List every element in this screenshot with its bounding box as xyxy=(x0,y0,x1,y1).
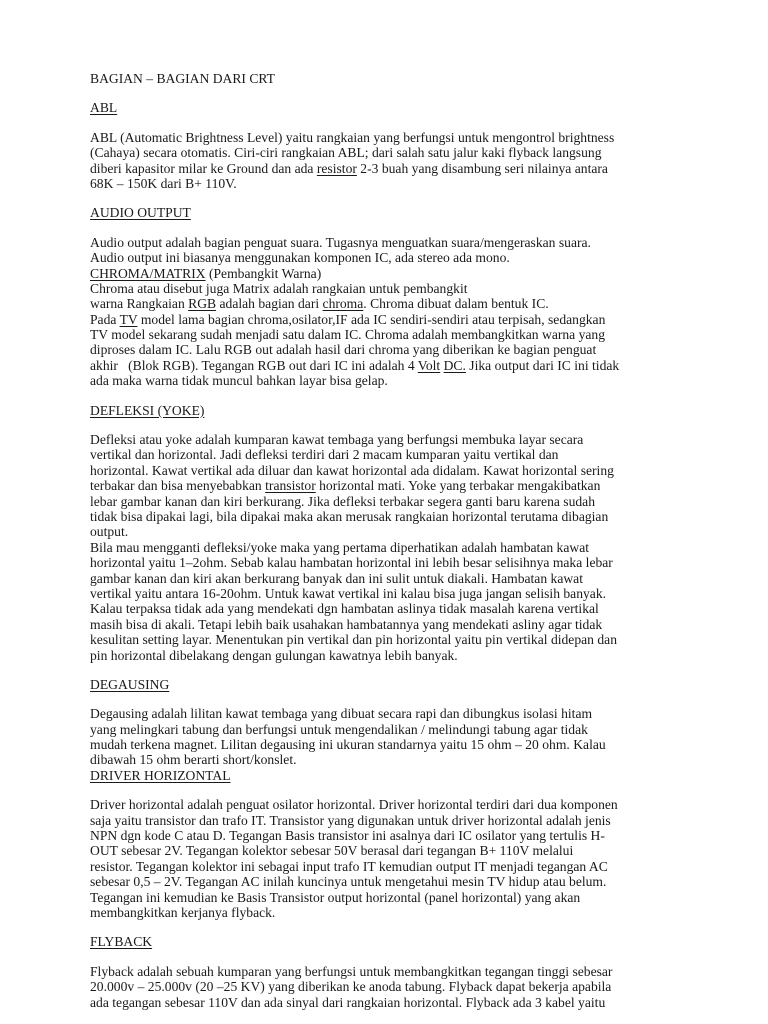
heading-degausing: DEGAUSING xyxy=(90,676,170,692)
text-line: diproses dalam IC. Lalu RGB out adalah hasil dari chroma yang diberikan ke bagian penguat xyxy=(90,342,597,358)
rgb-link[interactable]: RGB xyxy=(188,296,217,312)
text-run: diberi kapasitor milar ke Ground dan ada xyxy=(90,160,317,176)
text-line: sebesar 0,5 – 2V. Tegangan AC inilah kuncinya untuk mengetahui mesin TV hidup atau belum. xyxy=(90,874,607,890)
heading-audio-output: AUDIO OUTPUT xyxy=(90,205,191,221)
text-line: Tegangan ini kemudian ke Basis Transistor output horizontal (panel horizontal) yang akan xyxy=(90,889,581,905)
text-run: adalah bagian dari xyxy=(216,296,323,312)
text-line: membangkitkan kerjanya flyback. xyxy=(90,904,276,920)
chroma-link[interactable]: chroma xyxy=(322,296,364,312)
text-line xyxy=(90,312,690,327)
text-line: 68K – 150K dari B+ 110V. xyxy=(90,175,237,191)
paragraph-audio-output xyxy=(90,235,690,266)
text-line: dibawah 15 ohm berarti short/konslet. xyxy=(90,752,297,768)
text-line xyxy=(90,478,690,493)
text-line: (Cahaya) secara otomatis. Ciri-ciri rangkaian ABL; dari salah satu jalur kaki flyback langsung xyxy=(90,145,602,161)
text-line: lebar gambar kanan dan kiri berkurang. Jika defleksi terbakar segera ganti baru karena sudah xyxy=(90,493,596,509)
heading-chroma-matrix xyxy=(90,266,690,281)
paragraph-flyback xyxy=(90,964,690,1010)
text-run: akhir (Blok RGB). Tegangan RGB out dari IC ini adalah 4 xyxy=(90,357,418,373)
text-line: Audio output ini biasanya menggunakan komponen IC, ada stereo ada mono. xyxy=(90,250,510,266)
text-line: gambar kanan dan kiri akan berkurang banyak dan ini sulit untuk diakali. Hambatan kawat xyxy=(90,570,583,586)
heading-defleksi: DEFLEKSI (YOKE) xyxy=(90,402,205,418)
document-page xyxy=(90,71,690,1010)
text-line: saja yaitu transistor dan trafo IT. Transistor yang digunakan untuk driver horizontal adalah jenis xyxy=(90,812,611,828)
text-line: masih bisa di akali. Tetapi lebih baik usahakan hambatannya yang mendekati asliny agar tidak xyxy=(90,616,603,632)
text-run: horizontal mati. Yoke yang terbakar mengakibatkan xyxy=(315,478,601,494)
text-run: . Chroma dibuat dalam bentuk IC. xyxy=(363,296,549,312)
text-run: (Pembangkit Warna) xyxy=(205,265,322,281)
resistor-link[interactable]: resistor xyxy=(316,160,357,176)
text-line: Driver horizontal adalah penguat osilator horizontal. Driver horizontal terdiri dari dua komponen xyxy=(90,797,618,813)
transistor-link[interactable]: transistor xyxy=(265,478,316,494)
text-line xyxy=(90,296,690,311)
text-line: ABL (Automatic Brightness Level) yaitu rangkaian yang berfungsi untuk mengontrol brightness xyxy=(90,129,615,145)
text-line: Kalau terpaksa tidak ada yang mendekati dgn hambatan aslinya tidak masalah karena vertikal xyxy=(90,601,599,617)
text-line: Flyback adalah sebuah kumparan yang berfungsi untuk membangkitkan tegangan tinggi sebesar xyxy=(90,963,613,979)
text-line xyxy=(90,161,690,176)
text-run: Pada xyxy=(90,311,120,327)
heading-driver-horizontal: DRIVER HORIZONTAL xyxy=(90,767,231,783)
volt-link[interactable]: Volt xyxy=(417,357,441,373)
text-line: Bila mau mengganti defleksi/yoke maka yang pertama diperhatikan adalah hambatan kawat xyxy=(90,539,590,555)
text-line: pin horizontal dibelakang dengan gulungan kawatnya lebih banyak. xyxy=(90,647,458,663)
text-run: model lama bagian chroma,osilator,IF ada IC sendiri-sendiri atau terpisah, sedangkan xyxy=(137,311,606,327)
paragraph-abl xyxy=(90,130,690,192)
text-line: Chroma atau disebut juga Matrix adalah rangkaian untuk pembangkit xyxy=(90,280,468,296)
text-line: tidak bisa dipakai lagi, bila dipakai maka akan merusak rangkaian horizontal terutama dibagian xyxy=(90,508,609,524)
text-line: horizontal yaitu 1–2ohm. Sebab kalau hambatan horizontal ini lebih besar selisihnya maka lebar xyxy=(90,555,613,571)
text-line: TV model sekarang sudah menjadi satu dalam IC. Chroma adalah membangkitkan warna yang xyxy=(90,327,606,343)
text-line: horizontal. Kawat vertikal ada diluar dan kawat horizontal ada didalam. Kawat horizontal sering xyxy=(90,462,614,478)
text-line: resistor. Tegangan kolektor ini sebagai input trafo IT kemudian output IT menjadi tegangan AC xyxy=(90,858,608,874)
text-line: NPN dgn kode C atau D. Tegangan Basis transistor ini asalnya dari IC osilator yang tertulis H- xyxy=(90,828,605,844)
paragraph-driver-horizontal xyxy=(90,797,690,920)
text-run: 2-3 buah yang disambung seri nilainya antara xyxy=(356,160,608,176)
text-line xyxy=(90,358,690,373)
text-line: Audio output adalah bagian penguat suara. Tugasnya menguatkan suara/mengeraskan suara. xyxy=(90,234,591,250)
text-line: OUT sebesar 2V. Tegangan kolektor sebesar 50V berasal dari tegangan B+ 110V melalui xyxy=(90,843,574,859)
text-line: kesulitan setting layar. Menentukan pin vertikal dan pin horizontal yaitu pin vertikal didepan dan xyxy=(90,632,617,648)
paragraph-chroma xyxy=(90,281,690,389)
paragraph-defleksi xyxy=(90,432,690,663)
text-line: vertikal yaitu antara 16-20ohm. Untuk kawat vertikal ini kalau bisa juga jangan selisih banyak. xyxy=(90,585,607,601)
text-line: ada maka warna tidak muncul bahkan layar bisa gelap. xyxy=(90,373,388,389)
text-line: mudah terkena magnet. Lilitan degausing ini ukuran standarnya yaitu 15 ohm – 20 ohm. Kalau xyxy=(90,737,606,753)
text-line: 20.000v – 25.000v (20 –25 KV) yang diberikan ke anoda tabung. Flyback dapat bekerja apabila xyxy=(90,979,612,995)
dc-link[interactable]: DC. xyxy=(443,357,466,373)
text-line: Defleksi atau yoke adalah kumparan kawat tembaga yang berfungsi membuka layar secara xyxy=(90,432,584,448)
text-line: yang melingkari tabung dan berfungsi untuk mengendalikan / melindungi tabung agar tidak xyxy=(90,721,588,737)
heading-chroma-link: CHROMA/MATRIX xyxy=(90,265,206,281)
document-title: BAGIAN – BAGIAN DARI CRT xyxy=(90,71,275,86)
text-line: ada tegangan sebesar 110V dan ada sinyal dari rangkaian horizontal. Flyback ada 3 kabel yaitu xyxy=(90,994,606,1010)
heading-abl: ABL xyxy=(90,100,118,116)
text-line: output. xyxy=(90,524,129,540)
tv-link[interactable]: TV xyxy=(119,311,138,327)
text-run: Jika output dari IC ini tidak xyxy=(465,357,620,373)
text-run: terbakar dan bisa menyebabkan xyxy=(90,478,266,494)
heading-flyback: FLYBACK xyxy=(90,934,153,950)
text-line: vertikal dan horizontal. Jadi defleksi terdiri dari 2 macam kumparan yaitu vertikal dan xyxy=(90,447,559,463)
paragraph-degausing xyxy=(90,706,690,768)
text-line: Degausing adalah lilitan kawat tembaga yang dibuat secara rapi dan dibungkus isolasi hitam xyxy=(90,706,593,722)
text-run: warna Rangkaian xyxy=(90,296,189,312)
